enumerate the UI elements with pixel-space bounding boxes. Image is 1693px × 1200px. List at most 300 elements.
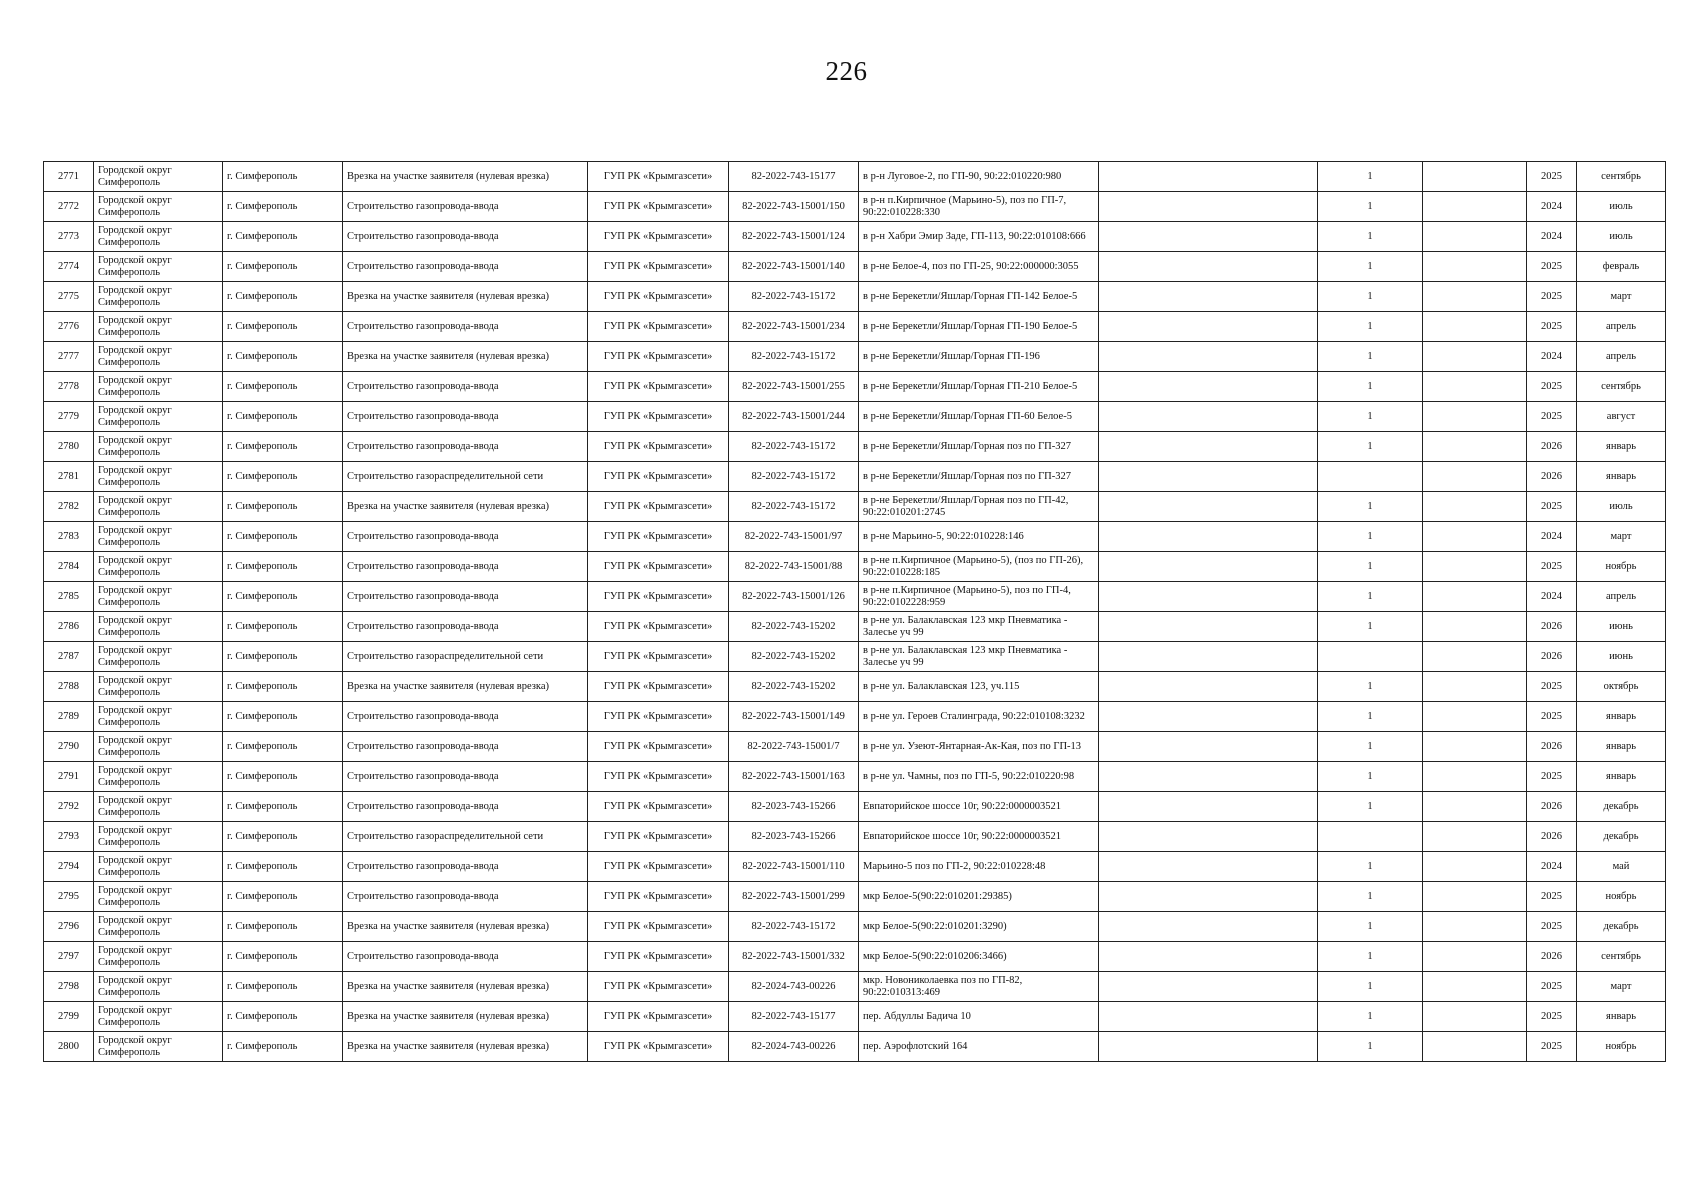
empty-cell [1423, 492, 1527, 522]
address-cell: в р-не Берекетли/Яшлар/Горная ГП-196 [859, 342, 1099, 372]
technical-conditions-cell: 82-2022-743-15172 [729, 432, 859, 462]
district-cell: Городской округ Симферополь [94, 732, 223, 762]
table-row [44, 162, 1666, 192]
address-cell: Евпаторийское шоссе 10г, 90:22:0000003521 [859, 792, 1099, 822]
page-number: 226 [825, 56, 868, 86]
address-cell: Евпаторийское шоссе 10г, 90:22:0000003521 [859, 822, 1099, 852]
city-cell: г. Симферополь [223, 942, 343, 972]
row-number-cell: 2797 [44, 942, 94, 972]
technical-conditions-cell: 82-2022-743-15001/124 [729, 222, 859, 252]
table-row [44, 792, 1666, 822]
organization-cell: ГУП РК «Крымгазсети» [588, 432, 729, 462]
year-cell: 2026 [1527, 822, 1577, 852]
empty-cell [1423, 312, 1527, 342]
technical-conditions-cell: 82-2022-743-15172 [729, 342, 859, 372]
work-type-cell: Врезка на участке заявителя (нулевая врезка) [343, 672, 588, 702]
row-number-cell: 2773 [44, 222, 94, 252]
year-cell: 2025 [1527, 702, 1577, 732]
empty-cell [1099, 252, 1318, 282]
city-cell: г. Симферополь [223, 162, 343, 192]
technical-conditions-cell: 82-2022-743-15202 [729, 612, 859, 642]
city-cell: г. Симферополь [223, 372, 343, 402]
year-cell: 2026 [1527, 792, 1577, 822]
district-cell: Городской округ Симферополь [94, 552, 223, 582]
year-cell: 2025 [1527, 312, 1577, 342]
organization-cell: ГУП РК «Крымгазсети» [588, 312, 729, 342]
address-cell: мкр Белое-5(90:22:010206:3466) [859, 942, 1099, 972]
organization-cell: ГУП РК «Крымгазсети» [588, 582, 729, 612]
empty-cell [1423, 372, 1527, 402]
empty-cell [1099, 162, 1318, 192]
table-row [44, 492, 1666, 522]
district-cell: Городской округ Симферополь [94, 852, 223, 882]
district-cell: Городской округ Симферополь [94, 1032, 223, 1062]
empty-cell [1423, 822, 1527, 852]
quantity-cell: 1 [1318, 612, 1423, 642]
quantity-cell: 1 [1318, 522, 1423, 552]
empty-cell [1423, 1002, 1527, 1032]
address-cell: пер. Аэрофлотский 164 [859, 1032, 1099, 1062]
table-row [44, 252, 1666, 282]
district-cell: Городской округ Симферополь [94, 462, 223, 492]
organization-cell: ГУП РК «Крымгазсети» [588, 342, 729, 372]
year-cell: 2025 [1527, 282, 1577, 312]
quantity-cell [1318, 642, 1423, 672]
quantity-cell: 1 [1318, 732, 1423, 762]
year-cell: 2024 [1527, 522, 1577, 552]
year-cell: 2025 [1527, 492, 1577, 522]
technical-conditions-cell: 82-2022-743-15001/97 [729, 522, 859, 552]
row-number-cell: 2789 [44, 702, 94, 732]
organization-cell: ГУП РК «Крымгазсети» [588, 852, 729, 882]
month-cell: июль [1577, 222, 1666, 252]
district-cell: Городской округ Симферополь [94, 372, 223, 402]
district-cell: Городской округ Симферополь [94, 582, 223, 612]
address-cell: в р-не Марьино-5, 90:22:010228:146 [859, 522, 1099, 552]
month-cell: ноябрь [1577, 882, 1666, 912]
empty-cell [1099, 282, 1318, 312]
work-type-cell: Строительство газораспределительной сети [343, 642, 588, 672]
year-cell: 2025 [1527, 402, 1577, 432]
organization-cell: ГУП РК «Крымгазсети» [588, 612, 729, 642]
technical-conditions-cell: 82-2022-743-15172 [729, 282, 859, 312]
district-cell: Городской округ Симферополь [94, 972, 223, 1002]
year-cell: 2025 [1527, 672, 1577, 702]
city-cell: г. Симферополь [223, 192, 343, 222]
empty-cell [1423, 462, 1527, 492]
organization-cell: ГУП РК «Крымгазсети» [588, 672, 729, 702]
organization-cell: ГУП РК «Крымгазсети» [588, 822, 729, 852]
row-number-cell: 2796 [44, 912, 94, 942]
year-cell: 2024 [1527, 192, 1577, 222]
row-number-cell: 2785 [44, 582, 94, 612]
city-cell: г. Симферополь [223, 1032, 343, 1062]
row-number-cell: 2790 [44, 732, 94, 762]
empty-cell [1099, 882, 1318, 912]
year-cell: 2025 [1527, 882, 1577, 912]
empty-cell [1099, 912, 1318, 942]
district-cell: Городской округ Симферополь [94, 522, 223, 552]
district-cell: Городской округ Симферополь [94, 252, 223, 282]
row-number-cell: 2771 [44, 162, 94, 192]
table-row [44, 522, 1666, 552]
city-cell: г. Симферополь [223, 432, 343, 462]
month-cell: январь [1577, 702, 1666, 732]
quantity-cell: 1 [1318, 342, 1423, 372]
quantity-cell: 1 [1318, 222, 1423, 252]
district-cell: Городской округ Симферополь [94, 1002, 223, 1032]
row-number-cell: 2800 [44, 1032, 94, 1062]
organization-cell: ГУП РК «Крымгазсети» [588, 282, 729, 312]
organization-cell: ГУП РК «Крымгазсети» [588, 252, 729, 282]
technical-conditions-cell: 82-2022-743-15001/163 [729, 762, 859, 792]
address-cell: в р-не Берекетли/Яшлар/Горная поз по ГП-42, 90:22:010201:2745 [859, 492, 1099, 522]
organization-cell: ГУП РК «Крымгазсети» [588, 762, 729, 792]
address-cell: мкр Белое-5(90:22:010201:29385) [859, 882, 1099, 912]
technical-conditions-cell: 82-2022-743-15001/88 [729, 552, 859, 582]
quantity-cell: 1 [1318, 972, 1423, 1002]
organization-cell: ГУП РК «Крымгазсети» [588, 732, 729, 762]
month-cell: сентябрь [1577, 942, 1666, 972]
organization-cell: ГУП РК «Крымгазсети» [588, 162, 729, 192]
table-row [44, 402, 1666, 432]
city-cell: г. Симферополь [223, 852, 343, 882]
work-type-cell: Строительство газопровода-ввода [343, 762, 588, 792]
address-cell: в р-не п.Кирпичное (Марьино-5), поз по ГП-4, 90:22:0102228:959 [859, 582, 1099, 612]
address-cell: в р-н п.Кирпичное (Марьино-5), поз по ГП-7, 90:22:010228:330 [859, 192, 1099, 222]
empty-cell [1099, 192, 1318, 222]
organization-cell: ГУП РК «Крымгазсети» [588, 222, 729, 252]
district-cell: Городской округ Симферополь [94, 762, 223, 792]
organization-cell: ГУП РК «Крымгазсети» [588, 792, 729, 822]
city-cell: г. Симферополь [223, 762, 343, 792]
quantity-cell: 1 [1318, 402, 1423, 432]
row-number-cell: 2786 [44, 612, 94, 642]
month-cell: ноябрь [1577, 552, 1666, 582]
year-cell: 2026 [1527, 942, 1577, 972]
quantity-cell: 1 [1318, 372, 1423, 402]
month-cell: июнь [1577, 642, 1666, 672]
city-cell: г. Симферополь [223, 282, 343, 312]
row-number-cell: 2775 [44, 282, 94, 312]
empty-cell [1099, 462, 1318, 492]
district-cell: Городской округ Симферополь [94, 942, 223, 972]
technical-conditions-cell: 82-2022-743-15001/140 [729, 252, 859, 282]
row-number-cell: 2781 [44, 462, 94, 492]
month-cell: июнь [1577, 612, 1666, 642]
month-cell: январь [1577, 462, 1666, 492]
address-cell: в р-не Берекетли/Яшлар/Горная ГП-190 Белое-5 [859, 312, 1099, 342]
technical-conditions-cell: 82-2024-743-00226 [729, 1032, 859, 1062]
address-cell: пер. Абдуллы Бадича 10 [859, 1002, 1099, 1032]
organization-cell: ГУП РК «Крымгазсети» [588, 882, 729, 912]
work-type-cell: Строительство газопровода-ввода [343, 582, 588, 612]
empty-cell [1099, 1002, 1318, 1032]
empty-cell [1099, 552, 1318, 582]
quantity-cell [1318, 462, 1423, 492]
row-number-cell: 2782 [44, 492, 94, 522]
district-cell: Городской округ Симферополь [94, 882, 223, 912]
city-cell: г. Симферополь [223, 912, 343, 942]
address-cell: в р-н Луговое-2, по ГП-90, 90:22:010220:980 [859, 162, 1099, 192]
row-number-cell: 2791 [44, 762, 94, 792]
empty-cell [1423, 762, 1527, 792]
empty-cell [1423, 252, 1527, 282]
empty-cell [1423, 402, 1527, 432]
year-cell: 2024 [1527, 342, 1577, 372]
empty-cell [1423, 282, 1527, 312]
district-cell: Городской округ Симферополь [94, 432, 223, 462]
quantity-cell: 1 [1318, 852, 1423, 882]
city-cell: г. Симферополь [223, 882, 343, 912]
quantity-cell: 1 [1318, 162, 1423, 192]
organization-cell: ГУП РК «Крымгазсети» [588, 942, 729, 972]
empty-cell [1423, 912, 1527, 942]
address-cell: в р-не Берекетли/Яшлар/Горная ГП-60 Белое-5 [859, 402, 1099, 432]
city-cell: г. Симферополь [223, 972, 343, 1002]
row-number-cell: 2795 [44, 882, 94, 912]
row-number-cell: 2799 [44, 1002, 94, 1032]
year-cell: 2025 [1527, 252, 1577, 282]
city-cell: г. Симферополь [223, 252, 343, 282]
year-cell: 2025 [1527, 552, 1577, 582]
year-cell: 2026 [1527, 612, 1577, 642]
month-cell: сентябрь [1577, 372, 1666, 402]
empty-cell [1099, 222, 1318, 252]
table-row [44, 312, 1666, 342]
empty-cell [1099, 402, 1318, 432]
address-cell: в р-не ул. Героев Сталинграда, 90:22:010108:3232 [859, 702, 1099, 732]
address-cell: мкр. Новониколаевка поз по ГП-82, 90:22:010313:469 [859, 972, 1099, 1002]
month-cell: ноябрь [1577, 1032, 1666, 1062]
table-row [44, 732, 1666, 762]
city-cell: г. Симферополь [223, 642, 343, 672]
address-cell: в р-не ул. Балаклавская 123, уч.115 [859, 672, 1099, 702]
work-type-cell: Строительство газораспределительной сети [343, 822, 588, 852]
table-row [44, 222, 1666, 252]
empty-cell [1099, 642, 1318, 672]
row-number-cell: 2788 [44, 672, 94, 702]
row-number-cell: 2798 [44, 972, 94, 1002]
month-cell: сентябрь [1577, 162, 1666, 192]
quantity-cell: 1 [1318, 282, 1423, 312]
empty-cell [1423, 852, 1527, 882]
district-cell: Городской округ Симферополь [94, 312, 223, 342]
work-type-cell: Строительство газопровода-ввода [343, 312, 588, 342]
empty-cell [1099, 1032, 1318, 1062]
quantity-cell: 1 [1318, 492, 1423, 522]
technical-conditions-cell: 82-2022-743-15001/244 [729, 402, 859, 432]
row-number-cell: 2792 [44, 792, 94, 822]
empty-cell [1423, 792, 1527, 822]
address-cell: в р-не ул. Балаклавская 123 мкр Пневматика - Залесье уч 99 [859, 642, 1099, 672]
technical-conditions-cell: 82-2022-743-15001/110 [729, 852, 859, 882]
month-cell: январь [1577, 762, 1666, 792]
city-cell: г. Симферополь [223, 822, 343, 852]
empty-cell [1099, 702, 1318, 732]
quantity-cell: 1 [1318, 312, 1423, 342]
technical-conditions-cell: 82-2022-743-15001/234 [729, 312, 859, 342]
row-number-cell: 2776 [44, 312, 94, 342]
month-cell: март [1577, 972, 1666, 1002]
city-cell: г. Симферополь [223, 732, 343, 762]
technical-conditions-cell: 82-2022-743-15172 [729, 492, 859, 522]
year-cell: 2025 [1527, 1002, 1577, 1032]
district-cell: Городской округ Симферополь [94, 822, 223, 852]
row-number-cell: 2787 [44, 642, 94, 672]
empty-cell [1099, 372, 1318, 402]
technical-conditions-cell: 82-2022-743-15001/299 [729, 882, 859, 912]
row-number-cell: 2779 [44, 402, 94, 432]
organization-cell: ГУП РК «Крымгазсети» [588, 642, 729, 672]
row-number-cell: 2793 [44, 822, 94, 852]
district-cell: Городской округ Симферополь [94, 612, 223, 642]
work-type-cell: Врезка на участке заявителя (нулевая врезка) [343, 162, 588, 192]
work-type-cell: Строительство газораспределительной сети [343, 462, 588, 492]
month-cell: декабрь [1577, 822, 1666, 852]
empty-cell [1423, 672, 1527, 702]
technical-conditions-cell: 82-2022-743-15177 [729, 1002, 859, 1032]
work-type-cell: Врезка на участке заявителя (нулевая врезка) [343, 1032, 588, 1062]
table-row [44, 462, 1666, 492]
address-cell: мкр Белое-5(90:22:010201:3290) [859, 912, 1099, 942]
table-row [44, 1002, 1666, 1032]
quantity-cell: 1 [1318, 912, 1423, 942]
year-cell: 2024 [1527, 582, 1577, 612]
empty-cell [1099, 522, 1318, 552]
quantity-cell: 1 [1318, 582, 1423, 612]
year-cell: 2026 [1527, 462, 1577, 492]
technical-conditions-cell: 82-2024-743-00226 [729, 972, 859, 1002]
organization-cell: ГУП РК «Крымгазсети» [588, 912, 729, 942]
organization-cell: ГУП РК «Крымгазсети» [588, 522, 729, 552]
work-type-cell: Строительство газопровода-ввода [343, 732, 588, 762]
month-cell: май [1577, 852, 1666, 882]
technical-conditions-cell: 82-2022-743-15202 [729, 642, 859, 672]
technical-conditions-cell: 82-2022-743-15001/126 [729, 582, 859, 612]
district-cell: Городской округ Симферополь [94, 282, 223, 312]
city-cell: г. Симферополь [223, 492, 343, 522]
table-row [44, 882, 1666, 912]
month-cell: июль [1577, 192, 1666, 222]
empty-cell [1099, 342, 1318, 372]
work-type-cell: Врезка на участке заявителя (нулевая врезка) [343, 282, 588, 312]
empty-cell [1423, 642, 1527, 672]
work-type-cell: Строительство газопровода-ввода [343, 402, 588, 432]
work-type-cell: Строительство газопровода-ввода [343, 252, 588, 282]
quantity-cell: 1 [1318, 672, 1423, 702]
technical-conditions-cell: 82-2022-743-15172 [729, 462, 859, 492]
organization-cell: ГУП РК «Крымгазсети» [588, 192, 729, 222]
quantity-cell: 1 [1318, 1002, 1423, 1032]
address-cell: в р-не Белое-4, поз по ГП-25, 90:22:000000:3055 [859, 252, 1099, 282]
quantity-cell: 1 [1318, 432, 1423, 462]
year-cell: 2025 [1527, 972, 1577, 1002]
empty-cell [1423, 882, 1527, 912]
month-cell: март [1577, 522, 1666, 552]
empty-cell [1099, 612, 1318, 642]
city-cell: г. Симферополь [223, 582, 343, 612]
month-cell: апрель [1577, 582, 1666, 612]
month-cell: апрель [1577, 312, 1666, 342]
city-cell: г. Симферополь [223, 342, 343, 372]
empty-cell [1099, 312, 1318, 342]
technical-conditions-cell: 82-2022-743-15001/332 [729, 942, 859, 972]
work-type-cell: Строительство газопровода-ввода [343, 882, 588, 912]
address-cell: в р-не ул. Чамны, поз по ГП-5, 90:22:010220:98 [859, 762, 1099, 792]
quantity-cell: 1 [1318, 762, 1423, 792]
table-row [44, 942, 1666, 972]
year-cell: 2025 [1527, 1032, 1577, 1062]
technical-conditions-cell: 82-2022-743-15001/255 [729, 372, 859, 402]
work-type-cell: Строительство газопровода-ввода [343, 942, 588, 972]
city-cell: г. Симферополь [223, 1002, 343, 1032]
year-cell: 2026 [1527, 642, 1577, 672]
district-cell: Городской округ Симферополь [94, 342, 223, 372]
district-cell: Городской округ Симферополь [94, 492, 223, 522]
work-type-cell: Врезка на участке заявителя (нулевая врезка) [343, 972, 588, 1002]
technical-conditions-cell: 82-2022-743-15172 [729, 912, 859, 942]
address-cell: в р-не ул. Балаклавская 123 мкр Пневматика - Залесье уч 99 [859, 612, 1099, 642]
work-type-cell: Строительство газопровода-ввода [343, 522, 588, 552]
quantity-cell: 1 [1318, 702, 1423, 732]
quantity-cell: 1 [1318, 252, 1423, 282]
empty-cell [1099, 762, 1318, 792]
table-row [44, 552, 1666, 582]
year-cell: 2024 [1527, 852, 1577, 882]
district-cell: Городской округ Симферополь [94, 192, 223, 222]
table-row [44, 822, 1666, 852]
work-type-cell: Врезка на участке заявителя (нулевая врезка) [343, 912, 588, 942]
work-type-cell: Строительство газопровода-ввода [343, 372, 588, 402]
organization-cell: ГУП РК «Крымгазсети» [588, 402, 729, 432]
table-row [44, 912, 1666, 942]
work-type-cell: Строительство газопровода-ввода [343, 852, 588, 882]
gas-connection-table [43, 161, 1666, 1062]
technical-conditions-cell: 82-2023-743-15266 [729, 792, 859, 822]
city-cell: г. Симферополь [223, 702, 343, 732]
row-number-cell: 2774 [44, 252, 94, 282]
empty-cell [1099, 822, 1318, 852]
empty-cell [1099, 732, 1318, 762]
work-type-cell: Врезка на участке заявителя (нулевая врезка) [343, 342, 588, 372]
organization-cell: ГУП РК «Крымгазсети» [588, 372, 729, 402]
empty-cell [1423, 162, 1527, 192]
city-cell: г. Симферополь [223, 522, 343, 552]
table-row [44, 582, 1666, 612]
city-cell: г. Симферополь [223, 402, 343, 432]
empty-cell [1423, 192, 1527, 222]
empty-cell [1099, 792, 1318, 822]
work-type-cell: Строительство газопровода-ввода [343, 192, 588, 222]
address-cell: в р-не п.Кирпичное (Марьино-5), (поз по ГП-26), 90:22:010228:185 [859, 552, 1099, 582]
city-cell: г. Симферополь [223, 552, 343, 582]
empty-cell [1099, 672, 1318, 702]
quantity-cell: 1 [1318, 882, 1423, 912]
empty-cell [1423, 342, 1527, 372]
work-type-cell: Строительство газопровода-ввода [343, 612, 588, 642]
work-type-cell: Строительство газопровода-ввода [343, 702, 588, 732]
month-cell: июль [1577, 492, 1666, 522]
quantity-cell: 1 [1318, 1032, 1423, 1062]
table-body [44, 162, 1666, 1062]
empty-cell [1423, 552, 1527, 582]
technical-conditions-cell: 82-2022-743-15001/7 [729, 732, 859, 762]
district-cell: Городской округ Симферополь [94, 222, 223, 252]
row-number-cell: 2778 [44, 372, 94, 402]
district-cell: Городской округ Симферополь [94, 402, 223, 432]
month-cell: август [1577, 402, 1666, 432]
